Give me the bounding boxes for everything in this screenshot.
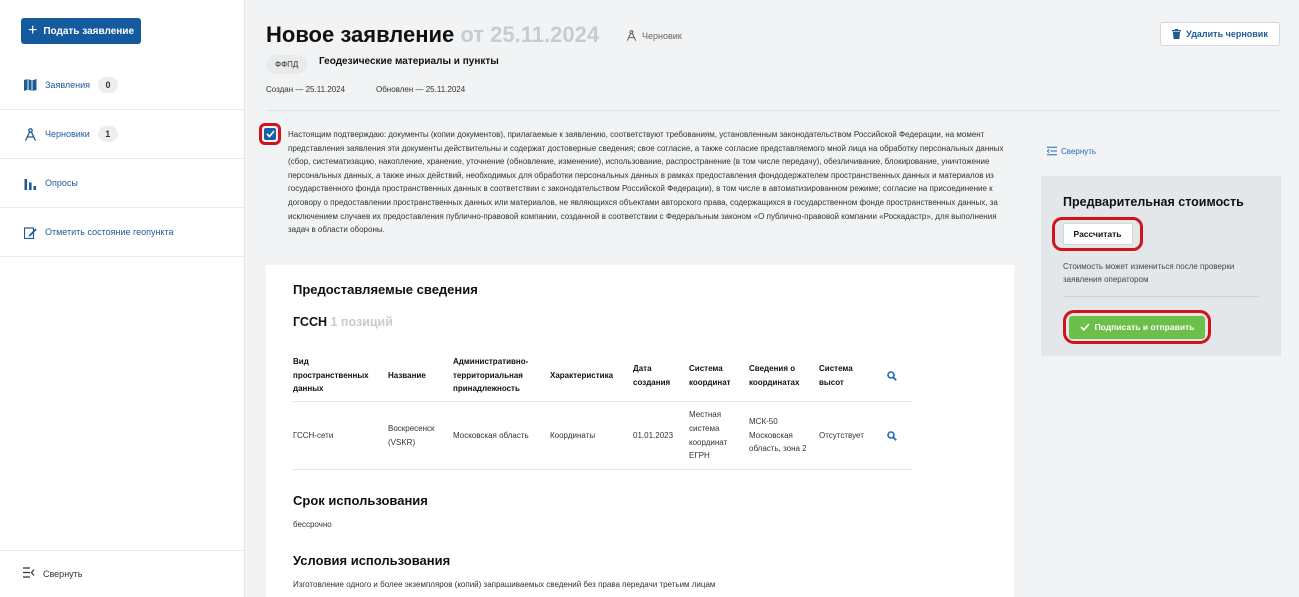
compass-icon <box>23 127 37 141</box>
plus-icon: + <box>27 22 38 39</box>
column-header: Вид пространственных данных <box>293 357 369 394</box>
column-header: Административно-территориальная принадлежность <box>453 357 529 394</box>
submit-application-button[interactable] <box>21 18 141 44</box>
applications-count-badge: 0 <box>98 77 118 93</box>
sidebar-item-label: Черновики <box>45 129 90 139</box>
page-title-text: Новое заявление <box>266 22 455 47</box>
sidebar-item-label: Отметить состояние геопункта <box>45 227 174 237</box>
group-name: ГССН <box>293 315 328 329</box>
term-title: Срок использования <box>293 493 428 508</box>
page-title <box>266 22 599 48</box>
delete-draft-button[interactable] <box>1160 22 1280 46</box>
table-cell: Координаты <box>550 430 596 440</box>
page-title-date: от 25.11.2024 <box>460 22 600 47</box>
table-cell: ГССН-сети <box>293 430 334 440</box>
price-collapse-label: Свернуть <box>1061 146 1097 156</box>
sidebar-item-label: Опросы <box>45 178 78 188</box>
price-title: Предварительная стоимость <box>1063 195 1244 209</box>
column-header: Система координат <box>689 363 731 387</box>
calculate-highlight <box>1052 217 1143 251</box>
search-icon[interactable] <box>887 402 903 469</box>
delete-draft-label: Удалить черновик <box>1186 29 1268 39</box>
column-header: Сведения о координатах <box>749 363 800 387</box>
status-badge <box>626 30 682 41</box>
table-row <box>293 402 913 470</box>
category-tag: ФФПД <box>266 55 307 74</box>
table-cell: Местная система координат ЕГРН <box>689 410 728 461</box>
search-icon[interactable] <box>887 350 903 401</box>
price-note: Стоимость может измениться после проверки заявления оператором <box>1063 262 1235 284</box>
divider <box>1063 296 1259 297</box>
data-table <box>293 350 913 470</box>
conditions-value: Изготовление одного и более экземпляров (копий) запрашиваемых сведений без права передачи третьим лицам <box>293 580 716 589</box>
status-label: Черновик <box>642 30 682 41</box>
check-icon <box>1080 323 1090 331</box>
column-header: Название <box>388 370 426 380</box>
table-header-row <box>293 350 913 402</box>
sidebar-collapse-button[interactable] <box>0 550 245 597</box>
sidebar <box>0 0 245 597</box>
table-cell: МСК-50 Московская область, зона 2 <box>749 417 807 454</box>
term-value: бессрочно <box>293 520 332 529</box>
table-cell: Отсутствует <box>819 430 864 440</box>
calculate-button[interactable]: Рассчитать <box>1063 223 1133 245</box>
sidebar-item-drafts[interactable] <box>0 110 245 159</box>
column-header: Характеристика <box>550 370 614 380</box>
divider <box>266 110 1280 111</box>
sidebar-collapse-label: Свернуть <box>43 569 83 579</box>
bar-chart-icon <box>23 176 37 190</box>
group-count: 1 позиций <box>330 315 393 329</box>
drafts-count-badge: 1 <box>98 126 118 142</box>
updated-date: Обновлен — 25.11.2024 <box>376 85 466 94</box>
trash-icon <box>1172 29 1181 39</box>
created-date: Создан — 25.11.2024 <box>266 85 346 94</box>
sidebar-item-geopoint-status[interactable] <box>0 208 245 257</box>
check-icon <box>264 128 276 140</box>
column-header: Дата создания <box>633 363 671 387</box>
sign-send-highlight <box>1063 310 1211 344</box>
compass-icon <box>626 30 637 41</box>
sidebar-item-applications[interactable] <box>0 61 245 110</box>
map-icon <box>23 78 37 92</box>
price-collapse-button[interactable] <box>1047 146 1096 156</box>
sidebar-item-surveys[interactable] <box>0 159 245 208</box>
main-content <box>246 0 1299 597</box>
column-header: Система высот <box>819 363 853 387</box>
application-subject: Геодезические материалы и пункты <box>319 56 499 67</box>
submit-application-label: Подать заявление <box>43 25 135 37</box>
collapse-icon <box>1047 146 1057 156</box>
sign-and-send-label: Подписать и отправить <box>1094 322 1195 332</box>
collapse-icon <box>23 565 35 583</box>
pencil-icon <box>23 225 37 239</box>
provided-info-card <box>266 265 1014 597</box>
consent-checkbox[interactable] <box>259 123 281 145</box>
table-cell: Московская область <box>453 430 529 440</box>
provided-info-title: Предоставляемые сведения <box>293 282 478 297</box>
table-cell: Воскресенск (VSKR) <box>388 423 435 447</box>
table-cell: 01.01.2023 <box>633 430 674 440</box>
group-heading <box>293 315 393 329</box>
conditions-title: Условия использования <box>293 553 451 568</box>
sidebar-item-label: Заявления <box>45 80 91 90</box>
sign-and-send-button[interactable] <box>1069 316 1205 339</box>
consent-text: Настоящим подтверждаю: документы (копии документов), прилагаемые к заявлению, соответствуют требованиям, установленным законодательством Российской Федерации, на момент представления заявления эти документы действительны и содержат достоверные сведения; свое согласие, а также согласие представляемого мной лица на обработку персональных данных (сбор, систематизацию, накопление, хранение, уточнение (обновление, изменение), использование, распространение (в том числе передачу), обезличивание, блокирование, уничтожение персональных данных, а также иных действий, необходимых для обработки персональных данных в рамках предоставления фондодержателем пространственных данных и материалов из государственного фонда пространственных данных в соответствии с законодательством Российской Федерации), в том числе в автоматизированном режиме; согласие на присоединение к договору о предоставлении пространственных данных или материалов, не являющихся объектами авторского права, содержащихся в государственном фонде пространственных данных, за исключением случаев их предоставления публично-правовой компании, созданной в соответствии с Федеральным законом «О публично-правовой компании «Роскадастр», для выполнения задач в области обороны. <box>288 130 1004 235</box>
price-panel <box>1041 176 1281 356</box>
